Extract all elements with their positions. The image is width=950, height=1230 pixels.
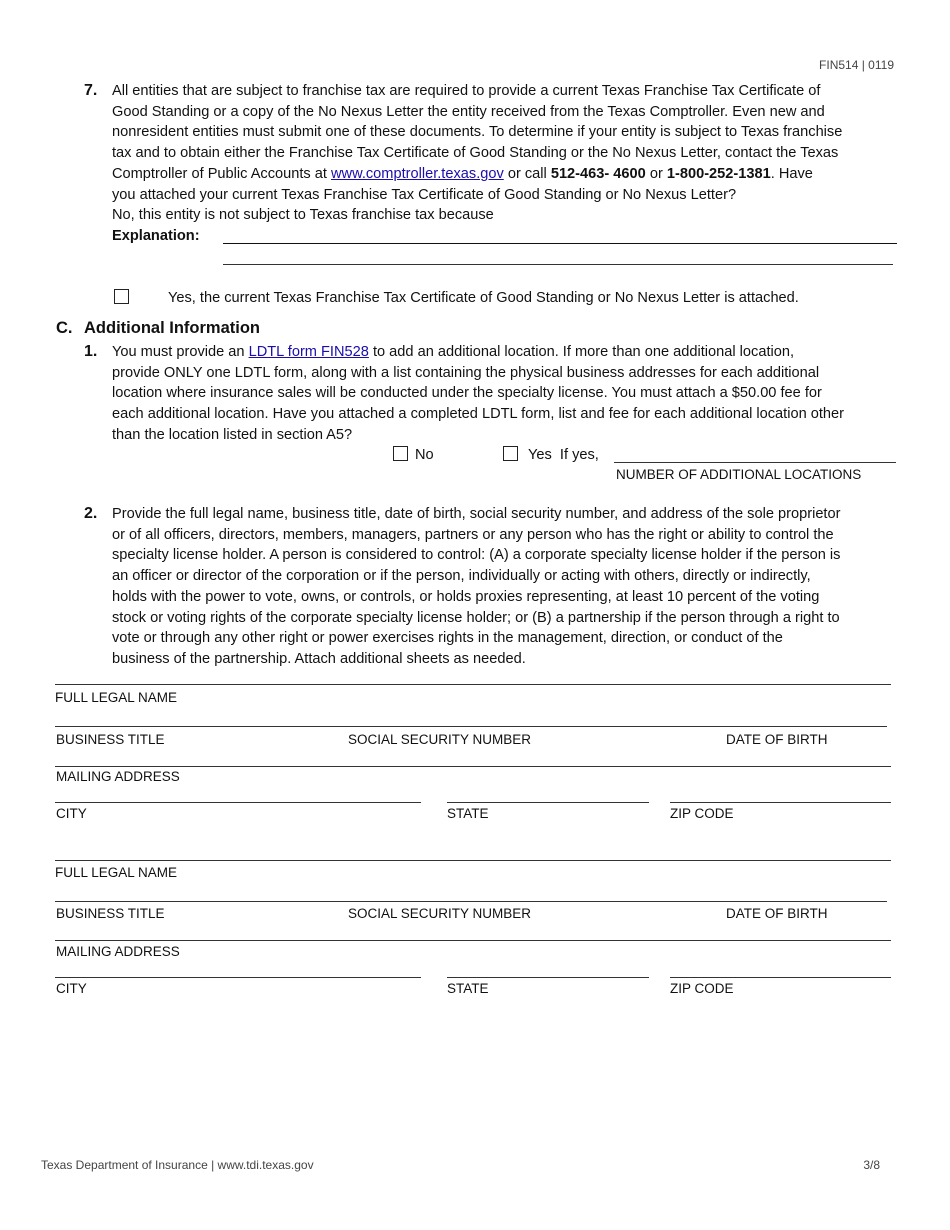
comptroller-link[interactable]: www.comptroller.texas.gov: [331, 165, 504, 182]
dob-label: DATE OF BIRTH: [726, 906, 828, 921]
q7-line: Good Standing or a copy of the No Nexus Letter the entity received from the Texas Comptroller. Even new and: [112, 103, 825, 120]
state-field[interactable]: [447, 977, 649, 978]
business-title-label: BUSINESS TITLE: [56, 732, 165, 747]
full-legal-name-label: FULL LEGAL NAME: [55, 690, 178, 705]
q7-yes-checkbox[interactable]: [114, 289, 129, 304]
explanation-line-2[interactable]: [223, 264, 893, 265]
state-field[interactable]: [447, 802, 649, 803]
ssn-label: SOCIAL SECURITY NUMBER: [348, 906, 532, 921]
question-c2-number: 2.: [84, 505, 98, 522]
business-title-label: BUSINESS TITLE: [56, 906, 165, 921]
explanation-line-1[interactable]: [223, 243, 897, 244]
full-legal-name-label: FULL LEGAL NAME: [55, 865, 178, 880]
c1-text: to add an additional location. If more than one additional location,: [368, 344, 795, 360]
section-c-title: Additional Information: [84, 319, 260, 337]
question-c2-text: [112, 504, 912, 670]
c1-line: [112, 342, 912, 363]
q7-yes-option: Yes, the current Texas Franchise Tax Certificate of Good Standing or No Nexus Letter is attached.: [168, 290, 799, 306]
mailing-address-label: MAILING ADDRESS: [56, 769, 180, 784]
c2-line: an officer or director of the corporation or if the person, individually or acting with others, directly or indirectly,: [112, 568, 811, 585]
full-legal-name-field[interactable]: [55, 860, 891, 861]
phone-number-1: 512-463- 4600: [550, 165, 646, 182]
q7-line: All entities that are subject to franchise tax are required to provide a current Texas Franchise Tax Certificate of: [112, 83, 821, 99]
additional-locations-label: NUMBER OF ADDITIONAL LOCATIONS: [616, 467, 862, 482]
additional-locations-field[interactable]: [614, 462, 896, 463]
form-id: FIN514 | 0119: [819, 58, 894, 72]
mailing-address-field[interactable]: [55, 940, 891, 941]
business-title-ssn-dob-field[interactable]: [55, 901, 887, 902]
explanation-label: Explanation:: [112, 227, 200, 244]
c1-text: You must provide an: [112, 344, 249, 360]
city-field[interactable]: [55, 977, 421, 978]
c2-line: or of all officers, directors, members, managers, partners or any person who has the right or ability to control the: [112, 526, 834, 543]
state-label: STATE: [447, 806, 489, 821]
footer-org: Texas Department of Insurance | www.tdi.texas.gov: [41, 1158, 314, 1172]
q7-line: tax and to obtain either the Franchise Tax Certificate of Good Standing or the No Nexus Letter, contact the Texas: [112, 145, 839, 162]
c2-line: business of the partnership. Attach additional sheets as needed.: [112, 650, 526, 667]
q7-text: or call: [503, 165, 551, 182]
q7-text: . Have: [770, 165, 813, 182]
c1-line: each additional location. Have you attached a completed LDTL form, list and fee for each additional location other: [112, 406, 845, 423]
c1-line: provide ONLY one LDTL form, along with a list containing the physical business addresses for each additional: [112, 364, 820, 381]
question-c1-text: [112, 342, 912, 446]
city-label: CITY: [56, 981, 87, 996]
c1-yes-checkbox[interactable]: [503, 446, 518, 461]
section-c-letter: C.: [56, 319, 73, 337]
full-legal-name-field[interactable]: [55, 684, 891, 685]
c1-yes-label: Yes If yes,: [528, 447, 599, 463]
ldtl-form-link[interactable]: LDTL form FIN528: [248, 344, 369, 360]
zip-label: ZIP CODE: [670, 981, 734, 996]
c2-line: stock or voting rights of the corporate specialty license holder; or (B) a partnership if the person through a right to: [112, 609, 840, 626]
q7-text: or: [645, 165, 667, 182]
zip-label: ZIP CODE: [670, 806, 734, 821]
question-c1-number: 1.: [84, 343, 98, 360]
question-7-text: [112, 81, 912, 247]
c1-line: location where insurance sales will be conducted under the specialty license. You must attach a $50.00 fee for: [112, 385, 822, 402]
c1-line: than the location listed in section A5?: [112, 426, 353, 443]
zip-field[interactable]: [670, 977, 891, 978]
zip-field[interactable]: [670, 802, 891, 803]
city-label: CITY: [56, 806, 87, 821]
c2-line: specialty license holder. A person is considered to control: (A) a corporate specialty license holder if the person is: [112, 547, 841, 564]
c1-no-label: No: [415, 447, 434, 463]
city-field[interactable]: [55, 802, 421, 803]
q7-line: nonresident entities must submit one of these documents. To determine if your entity is subject to Texas franchise: [112, 124, 843, 141]
q7-line: [112, 164, 912, 185]
c2-line: vote or through any other right or power exercises rights in the management, direction, or conduct of the: [112, 630, 783, 647]
ssn-label: SOCIAL SECURITY NUMBER: [348, 732, 532, 747]
mailing-address-field[interactable]: [55, 766, 891, 767]
business-title-ssn-dob-field[interactable]: [55, 726, 887, 727]
q7-line: you attached your current Texas Franchise Tax Certificate of Good Standing or No Nexus Letter?: [112, 186, 737, 203]
q7-no-option: No, this entity is not subject to Texas franchise tax because: [112, 207, 494, 224]
c2-line: Provide the full legal name, business title, date of birth, social security number, and address of the sole proprietor: [112, 506, 841, 522]
dob-label: DATE OF BIRTH: [726, 732, 828, 747]
q7-text: Comptroller of Public Accounts at: [112, 165, 332, 182]
phone-number-2: 1-800-252-1381: [666, 165, 771, 182]
page-number: 3/8: [863, 1158, 880, 1172]
state-label: STATE: [447, 981, 489, 996]
c1-no-checkbox[interactable]: [393, 446, 408, 461]
mailing-address-label: MAILING ADDRESS: [56, 944, 180, 959]
c2-line: holds with the power to vote, owns, or controls, or holds proxies representing, at least 10 percent of the voting: [112, 588, 820, 605]
question-7-number: 7.: [84, 82, 98, 99]
